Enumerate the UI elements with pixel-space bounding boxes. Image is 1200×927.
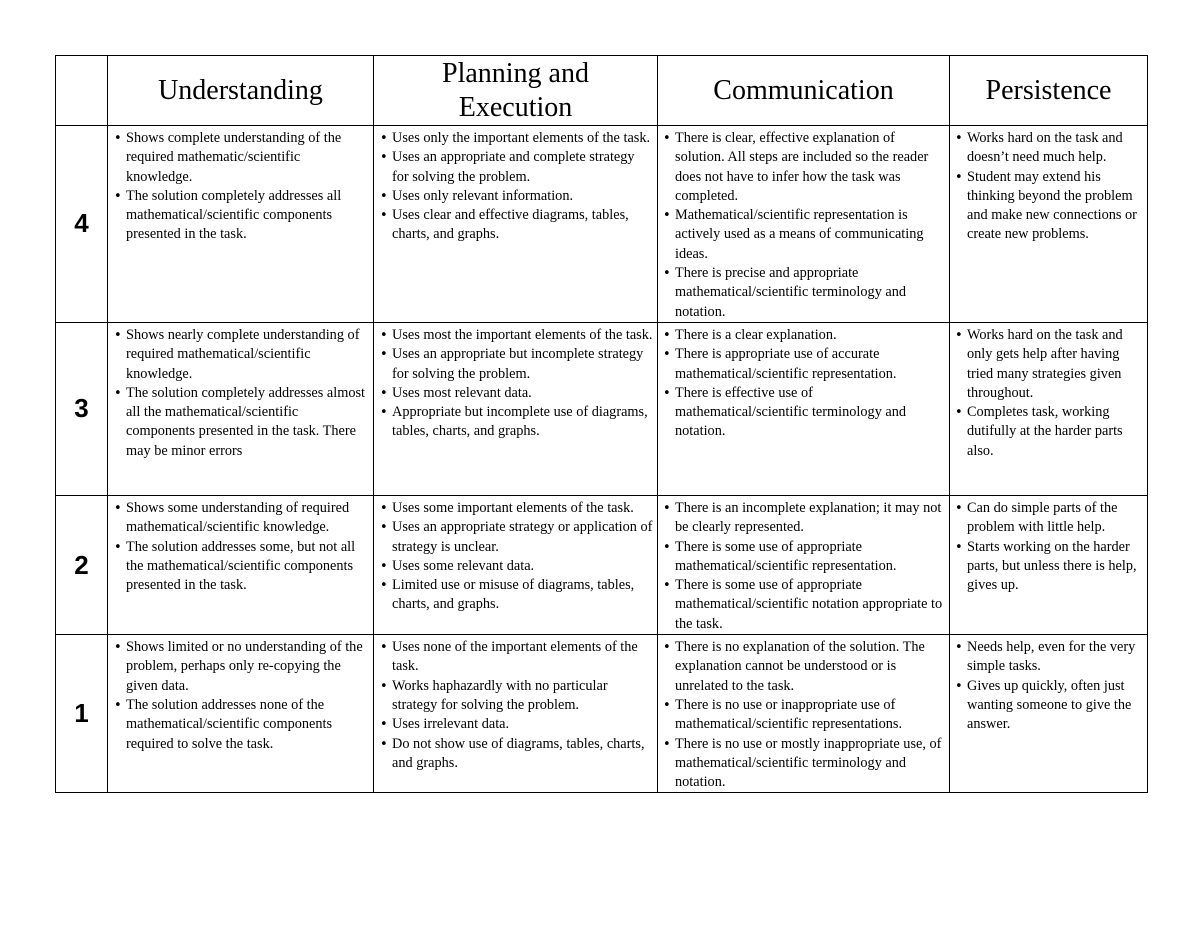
planning-cell xyxy=(374,126,658,323)
criteria-list xyxy=(108,635,373,754)
criterion-item: • Mathematical/scientific representation is actively used as a means of communicating ideas. xyxy=(658,206,945,264)
criterion-item: • Student may extend his thinking beyond the problem and make new connections or create new problems. xyxy=(950,168,1143,245)
header-understanding: Understanding xyxy=(108,56,374,126)
persistence-cell xyxy=(950,126,1148,323)
criteria-list xyxy=(108,323,373,461)
criterion-item: • There is clear, effective explanation of solution. All steps are included so the reader does not have to infer how the task was completed. xyxy=(658,129,945,206)
planning-cell xyxy=(374,495,658,634)
criteria-list xyxy=(950,496,1147,595)
criterion-item: • There is appropriate use of accurate mathematical/scientific representation. xyxy=(658,345,945,384)
criterion-item: • Limited use or misuse of diagrams, tables, charts, and graphs. xyxy=(374,576,653,615)
criterion-item: • Uses some important elements of the task. xyxy=(374,499,653,518)
criterion-item: • Works hard on the task and doesn’t need much help. xyxy=(950,129,1143,168)
criterion-item: • Shows nearly complete understanding of required mathematical/scientific knowledge. xyxy=(108,326,369,384)
criteria-list xyxy=(658,323,949,442)
criterion-item: • Do not show use of diagrams, tables, charts, and graphs. xyxy=(374,735,653,774)
criteria-list xyxy=(374,496,657,615)
criteria-list xyxy=(658,496,949,634)
criterion-item: • There is precise and appropriate mathematical/scientific terminology and notation. xyxy=(658,264,945,322)
communication-cell xyxy=(658,322,950,495)
criterion-item: • There is some use of appropriate mathematical/scientific representation. xyxy=(658,538,945,577)
criteria-list xyxy=(950,126,1147,245)
score-cell: 3 xyxy=(56,322,108,495)
criterion-item: • Uses an appropriate and complete strategy for solving the problem. xyxy=(374,148,653,187)
criteria-list xyxy=(950,635,1147,734)
planning-cell xyxy=(374,635,658,793)
criterion-item: • Uses only relevant information. xyxy=(374,187,653,206)
criterion-item: • There is no use or mostly inappropriate use, of mathematical/scientific terminology and notation. xyxy=(658,735,945,793)
criteria-list xyxy=(374,126,657,245)
communication-cell xyxy=(658,495,950,634)
communication-cell xyxy=(658,126,950,323)
criterion-item: • The solution addresses some, but not all the mathematical/scientific components presented in the task. xyxy=(108,538,369,596)
rubric-row-4 xyxy=(56,126,1148,323)
criterion-item: • Uses an appropriate but incomplete strategy for solving the problem. xyxy=(374,345,653,384)
rubric-row-3 xyxy=(56,322,1148,495)
criteria-list xyxy=(108,126,373,245)
criterion-item: • Needs help, even for the very simple tasks. xyxy=(950,638,1143,677)
criterion-item: • Uses an appropriate strategy or application of strategy is unclear. xyxy=(374,518,653,557)
corner-cell xyxy=(56,56,108,126)
rubric-table xyxy=(55,55,1148,793)
criterion-item: • Can do simple parts of the problem with little help. xyxy=(950,499,1143,538)
header-planning-line-1: Planning and xyxy=(442,57,589,89)
planning-cell xyxy=(374,322,658,495)
criteria-list xyxy=(658,635,949,792)
understanding-cell xyxy=(108,495,374,634)
criterion-item: • Uses none of the important elements of the task. xyxy=(374,638,653,677)
criterion-item: • There is some use of appropriate mathematical/scientific notation appropriate to the task. xyxy=(658,576,945,634)
persistence-cell xyxy=(950,495,1148,634)
criterion-item: • Uses only the important elements of the task. xyxy=(374,129,653,148)
header-persistence: Persistence xyxy=(950,56,1148,126)
criterion-item: • There is no explanation of the solution. The explanation cannot be understood or is unrelated to the task. xyxy=(658,638,945,696)
criterion-item: • Works haphazardly with no particular strategy for solving the problem. xyxy=(374,677,653,716)
score-cell: 2 xyxy=(56,495,108,634)
rubric-row-1 xyxy=(56,635,1148,793)
criterion-item: • There is effective use of mathematical/scientific terminology and notation. xyxy=(658,384,945,442)
criterion-item: • Shows some understanding of required mathematical/scientific knowledge. xyxy=(108,499,369,538)
criteria-list xyxy=(950,323,1147,461)
persistence-cell xyxy=(950,635,1148,793)
criterion-item: • Uses most the important elements of the task. xyxy=(374,326,653,345)
criterion-item: • Uses irrelevant data. xyxy=(374,715,653,734)
criterion-item: • The solution completely addresses all mathematical/scientific components presented in the task. xyxy=(108,187,369,245)
criteria-list xyxy=(108,496,373,595)
criteria-list xyxy=(658,126,949,322)
criterion-item: • Shows limited or no understanding of the problem, perhaps only re-copying the given data. xyxy=(108,638,369,696)
understanding-cell xyxy=(108,322,374,495)
criterion-item: • Starts working on the harder parts, but unless there is help, gives up. xyxy=(950,538,1143,596)
criterion-item: • Shows complete understanding of the required mathematic/scientific knowledge. xyxy=(108,129,369,187)
criterion-item: • Uses most relevant data. xyxy=(374,384,653,403)
persistence-cell xyxy=(950,322,1148,495)
understanding-cell xyxy=(108,126,374,323)
criterion-item: • Uses clear and effective diagrams, tables, charts, and graphs. xyxy=(374,206,653,245)
understanding-cell xyxy=(108,635,374,793)
score-cell: 4 xyxy=(56,126,108,323)
criterion-item: • Gives up quickly, often just wanting someone to give the answer. xyxy=(950,677,1143,735)
criterion-item: • Uses some relevant data. xyxy=(374,557,653,576)
rubric-row-2 xyxy=(56,495,1148,634)
criterion-item: • The solution completely addresses almost all the mathematical/scientific components presented in the task. There may be minor errors xyxy=(108,384,369,461)
criteria-list xyxy=(374,635,657,773)
header-planning-line-2: Execution xyxy=(458,91,573,123)
criterion-item: • There is an incomplete explanation; it may not be clearly represented. xyxy=(658,499,945,538)
header-row xyxy=(56,56,1148,126)
criterion-item: • There is no use or inappropriate use of mathematical/scientific representations. xyxy=(658,696,945,735)
criterion-item: • Completes task, working dutifully at the harder parts also. xyxy=(950,403,1143,461)
criterion-item: • The solution addresses none of the mathematical/scientific components required to solve the task. xyxy=(108,696,369,754)
criterion-item: • Appropriate but incomplete use of diagrams, tables, charts, and graphs. xyxy=(374,403,653,442)
score-cell: 1 xyxy=(56,635,108,793)
criteria-list xyxy=(374,323,657,442)
criterion-item: • There is a clear explanation. xyxy=(658,326,945,345)
header-planning-execution xyxy=(374,56,658,126)
header-communication: Communication xyxy=(658,56,950,126)
criterion-item: • Works hard on the task and only gets help after having tried many strategies given throughout. xyxy=(950,326,1143,403)
communication-cell xyxy=(658,635,950,793)
